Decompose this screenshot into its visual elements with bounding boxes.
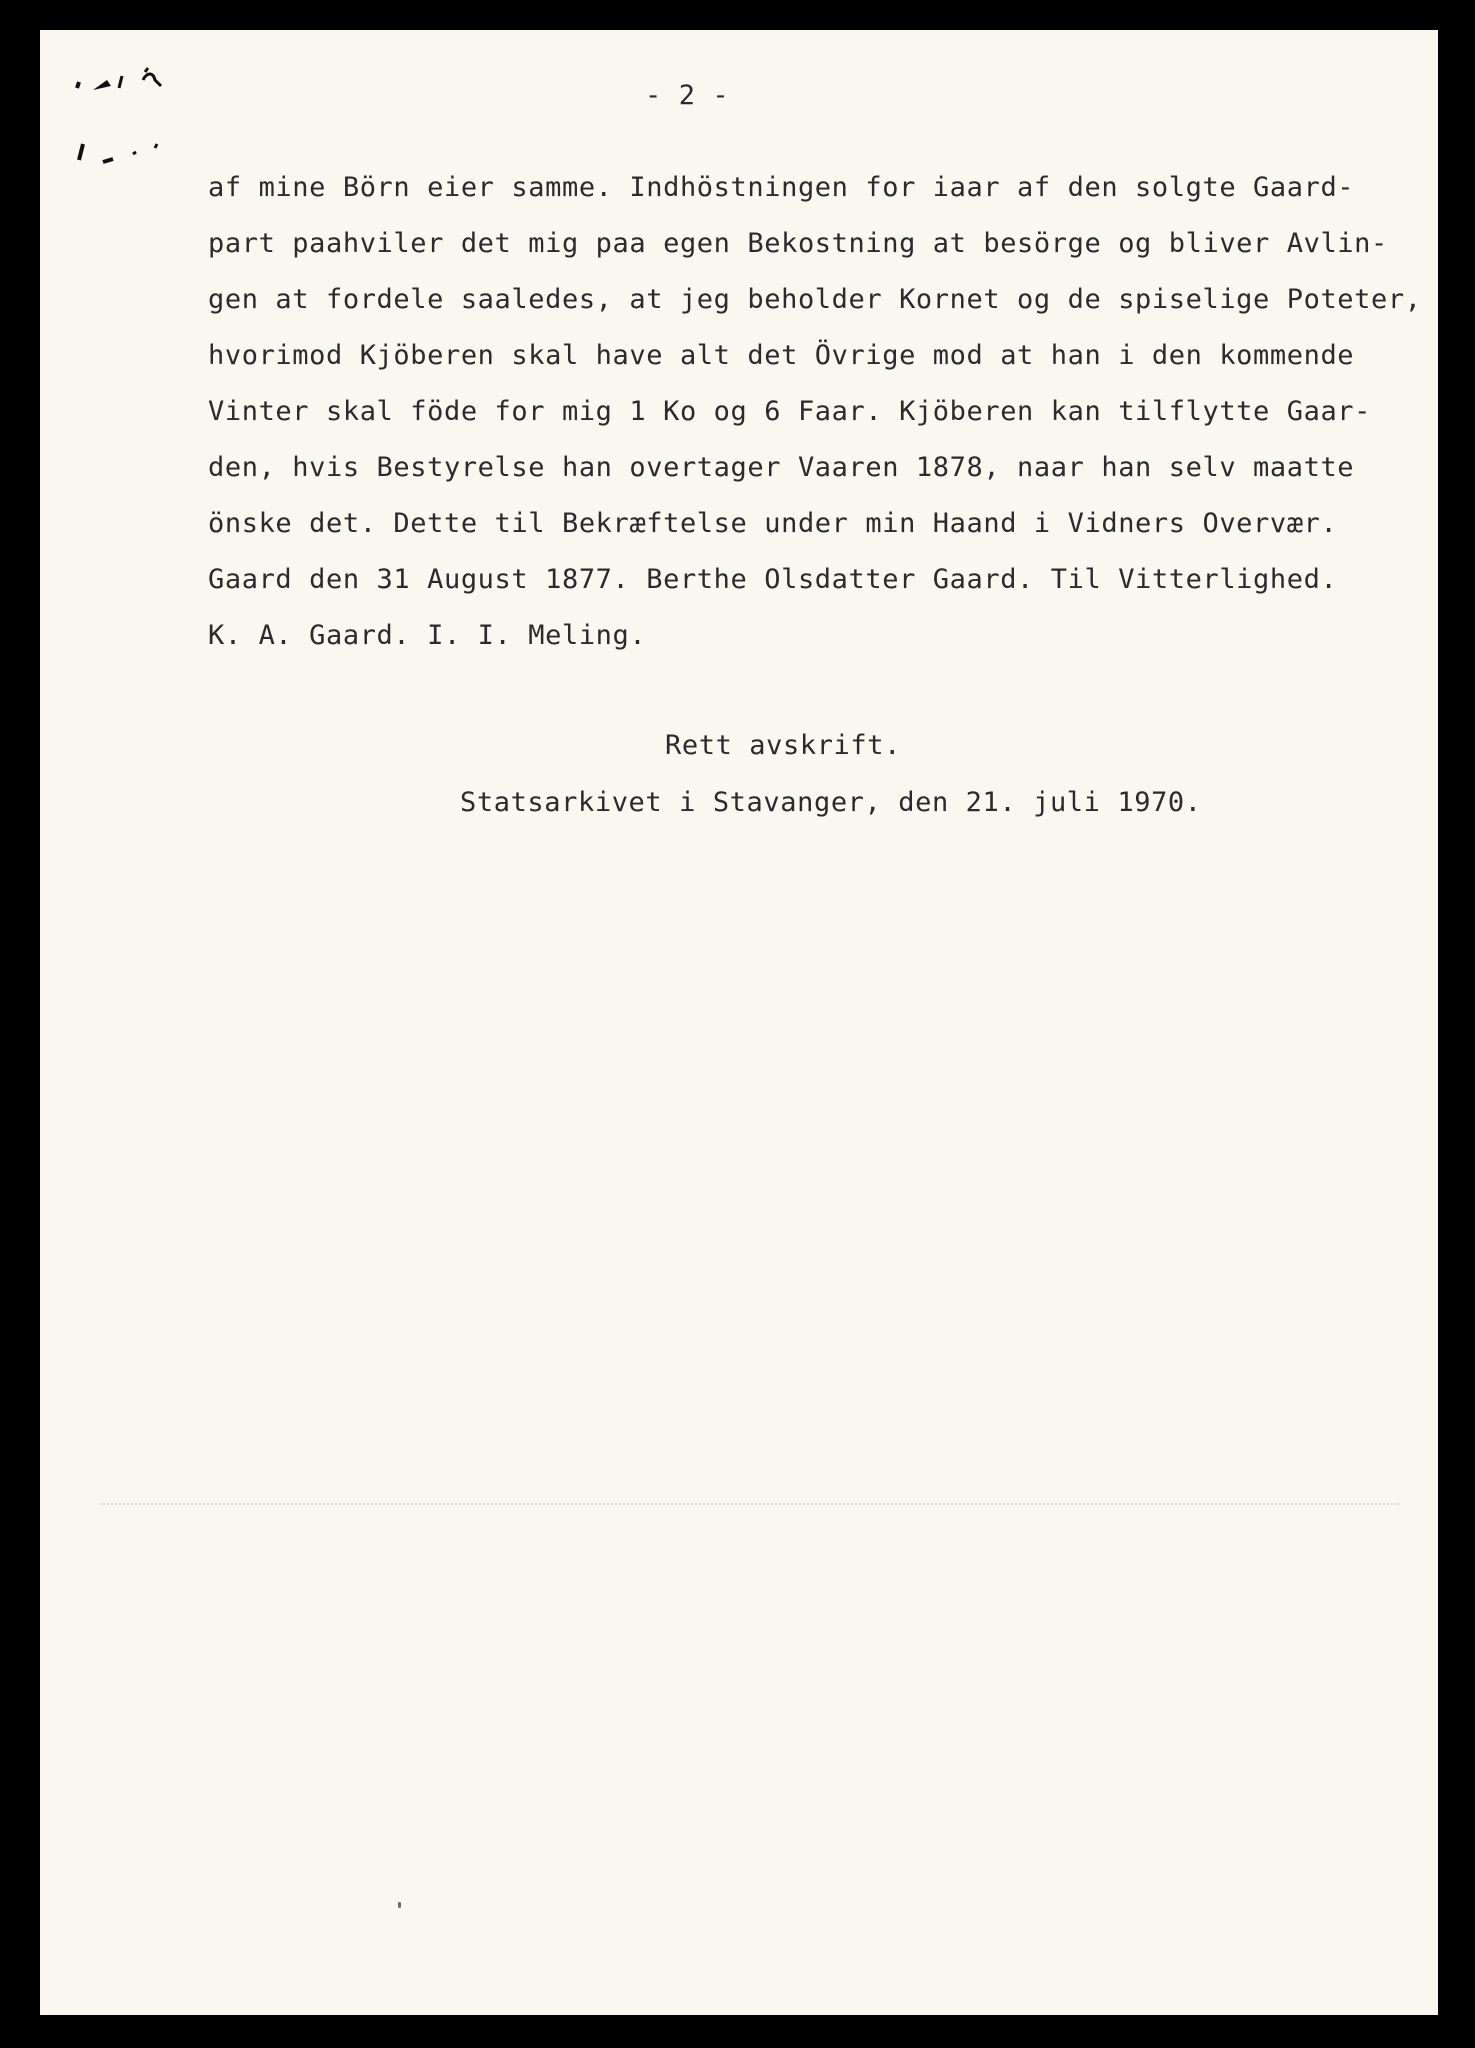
document-page xyxy=(40,30,1438,2015)
certification-place-date: Statsarkivet i Stavanger, den 21. juli 1970. xyxy=(460,787,1202,818)
body-line: Gaard den 31 August 1877. Berthe Olsdatter Gaard. Til Vitterlighed. xyxy=(208,564,1338,595)
body-line: den, hvis Bestyrelse han overtager Vaaren 1878, naar han selv maatte xyxy=(208,452,1355,483)
page-number: - 2 - xyxy=(645,80,730,111)
body-line: af mine Börn eier samme. Indhöstningen for iaar af den solgte Gaard- xyxy=(208,172,1355,203)
body-line: önske det. Dette til Bekræftelse under min Haand i Vidners Overvær. xyxy=(208,508,1338,539)
body-line: K. A. Gaard. I. I. Meling. xyxy=(208,620,647,651)
paper-fold-line xyxy=(100,1503,1400,1505)
certification-title: Rett avskrift. xyxy=(665,730,901,761)
paper-speck xyxy=(398,1902,401,1908)
body-line: Vinter skal föde for mig 1 Ko og 6 Faar. Kjöberen kan tilflytte Gaar- xyxy=(208,396,1372,427)
handwritten-margin-marks xyxy=(55,50,175,190)
body-line: hvorimod Kjöberen skal have alt det Övrige mod at han i den kommende xyxy=(208,340,1355,371)
body-line: gen at fordele saaledes, at jeg beholder Kornet og de spiselige Poteter, xyxy=(208,284,1422,315)
body-line: part paahviler det mig paa egen Bekostning at besörge og bliver Avlin- xyxy=(208,228,1388,259)
